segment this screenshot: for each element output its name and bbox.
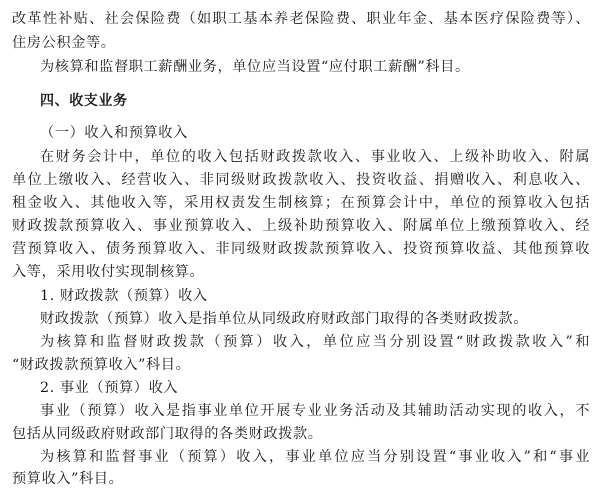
paragraph-line: 住房公积金等。 <box>12 35 116 51</box>
paragraph-line: 财政拨款预算收入、事业预算收入、上级补助预算收入、附属单位上缴预算收入、经 <box>12 218 590 234</box>
paragraph-line: 在财务会计中，单位的收入包括财政拨款收入、事业收入、上级补助收入、附属 <box>40 149 590 165</box>
paragraph-line: 为核算和监督财政拨款（预算）收入，单位应当分别设置“财政拨款收入”和 <box>40 334 590 350</box>
paragraph-line: 财政拨款（预算）收入是指单位从同级政府财政部门取得的各类财政拨款。 <box>40 311 528 327</box>
paragraph-line: 改革性补贴、社会保险费（如职工基本养老保险费、职业年金、基本医疗保险费等）、 <box>12 11 590 27</box>
paragraph-line: 入等，采用收付实现制核算。 <box>12 264 205 280</box>
paragraph-line: 租金收入、其他收入等，采用权责发生制核算；在预算会计中，单位的预算收入包括 <box>12 195 590 211</box>
paragraph-line: 单位上缴收入、经营收入、非同级财政拨款收入、投资收益、捐赠收入、利息收入、 <box>12 172 590 188</box>
paragraph-line: 预算收入”科目。 <box>12 471 124 487</box>
subsection-heading: （一）收入和预算收入 <box>40 125 188 141</box>
paragraph-line: 营预算收入、债务预算收入、非同级财政拨款预算收入、投资预算收益、其他预算收 <box>12 241 590 257</box>
paragraph-line: “财政拨款预算收入”科目。 <box>12 357 191 373</box>
section-heading: 四、收支业务 <box>40 93 128 109</box>
paragraph-line: 包括从同级政府财政部门取得的各类财政拨款。 <box>12 426 323 442</box>
paragraph-line: 为核算和监督职工薪酬业务，单位应当设置“应付职工薪酬”科目。 <box>40 59 470 75</box>
paragraph-line: 事业（预算）收入是指事业单位开展专业业务活动及其辅助活动实现的收入，不 <box>40 403 590 419</box>
item-heading: 1. 财政拨款（预算）收入 <box>40 288 208 304</box>
item-heading: 2. 事业（预算）收入 <box>40 380 179 396</box>
paragraph-line: 为核算和监督事业（预算）收入，事业单位应当分别设置“事业收入”和“事业 <box>40 449 590 465</box>
